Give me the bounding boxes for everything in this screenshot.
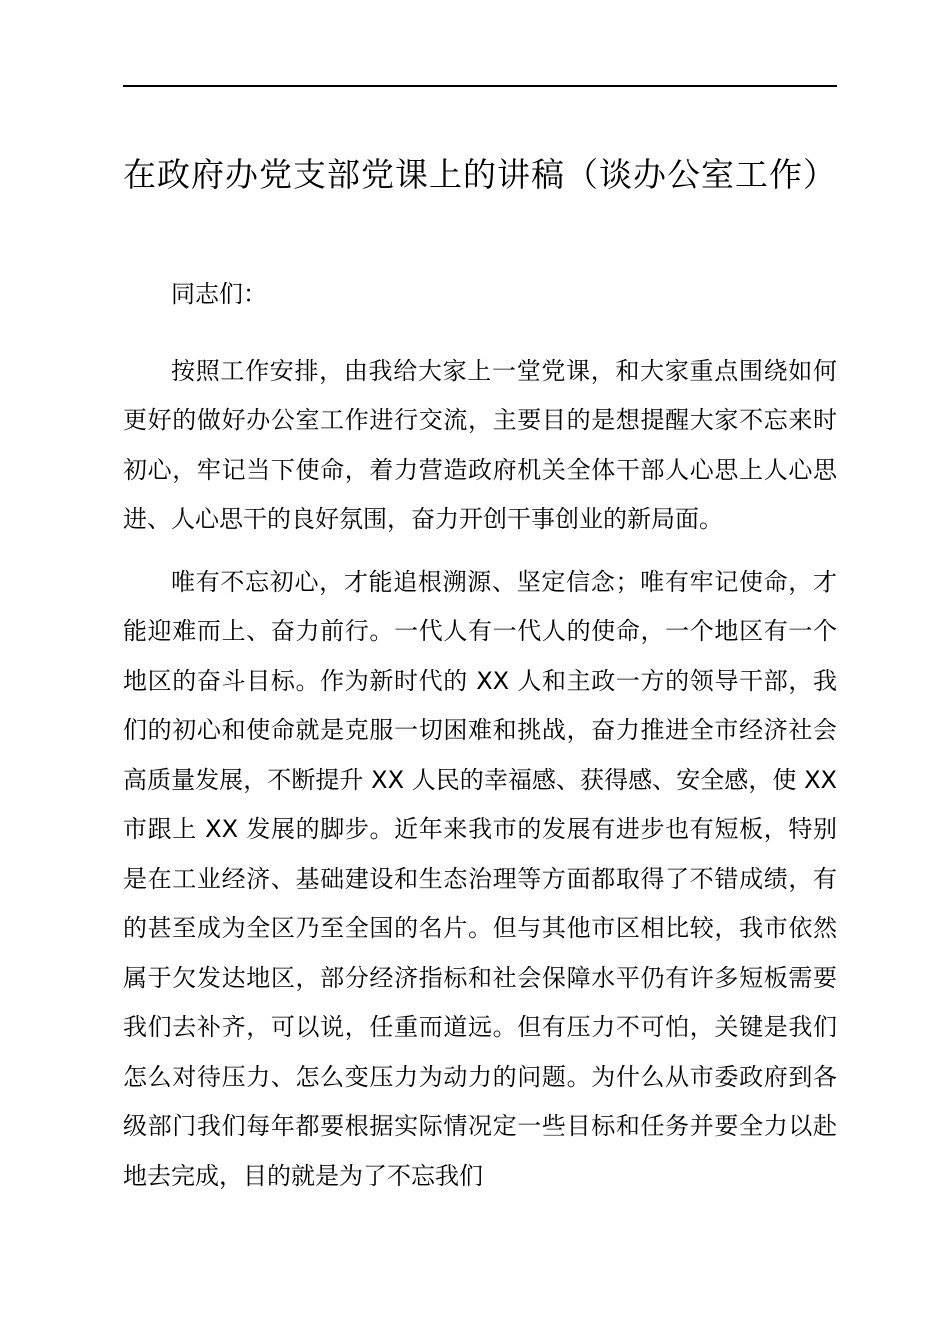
header-rule — [123, 85, 837, 87]
document-title: 在政府办党支部党课上的讲稿（谈办公室工作） — [123, 155, 837, 194]
paragraph-2: 唯有不忘初心，才能追根溯源、坚定信念；唯有牢记使命，才能迎难而上、奋力前行。一代人有一代人的使命，一个地区有一个地区的奋斗目标。作为新时代的 XX 人和主政一方的领导干部，我们的初心和使命就是克服一切困难和挑战，奋力推进全市经济社会高质量发展，不断提升 XX 人民的幸福感、获得感、安全感，使 XX 市跟上 XX 发展的脚步。近年来我市的发展有进步也有短板，特别是在工业经济、基础建设和生态治理等方面都取得了不错成绩，有的甚至成为全区乃至全国的名片。但与其他市区相比较，我市依然属于欠发达地区，部分经济指标和社会保障水平仍有许多短板需要我们去补齐，可以说，任重而道远。但有压力不可怕，关键是我们怎么对待压力、怎么变压力为动力的问题。为什么从市委政府到各级部门我们每年都要根据实际情况定一些目标和任务并要全力以赴地去完成，目的就是为了不忘我们 — [123, 567, 837, 1190]
greeting: 同志们： — [171, 280, 267, 308]
document-body — [123, 270, 837, 1201]
paragraph-1: 按照工作安排，由我给大家上一堂党课，和大家重点围绕如何更好的做好办公室工作进行交流，主要目的是想提醒大家不忘来时初心，牢记当下使命，着力营造政府机关全体干部人心思上人心思进、人心思干的良好氛围，奋力开创干事创业的新局面。 — [123, 356, 837, 533]
